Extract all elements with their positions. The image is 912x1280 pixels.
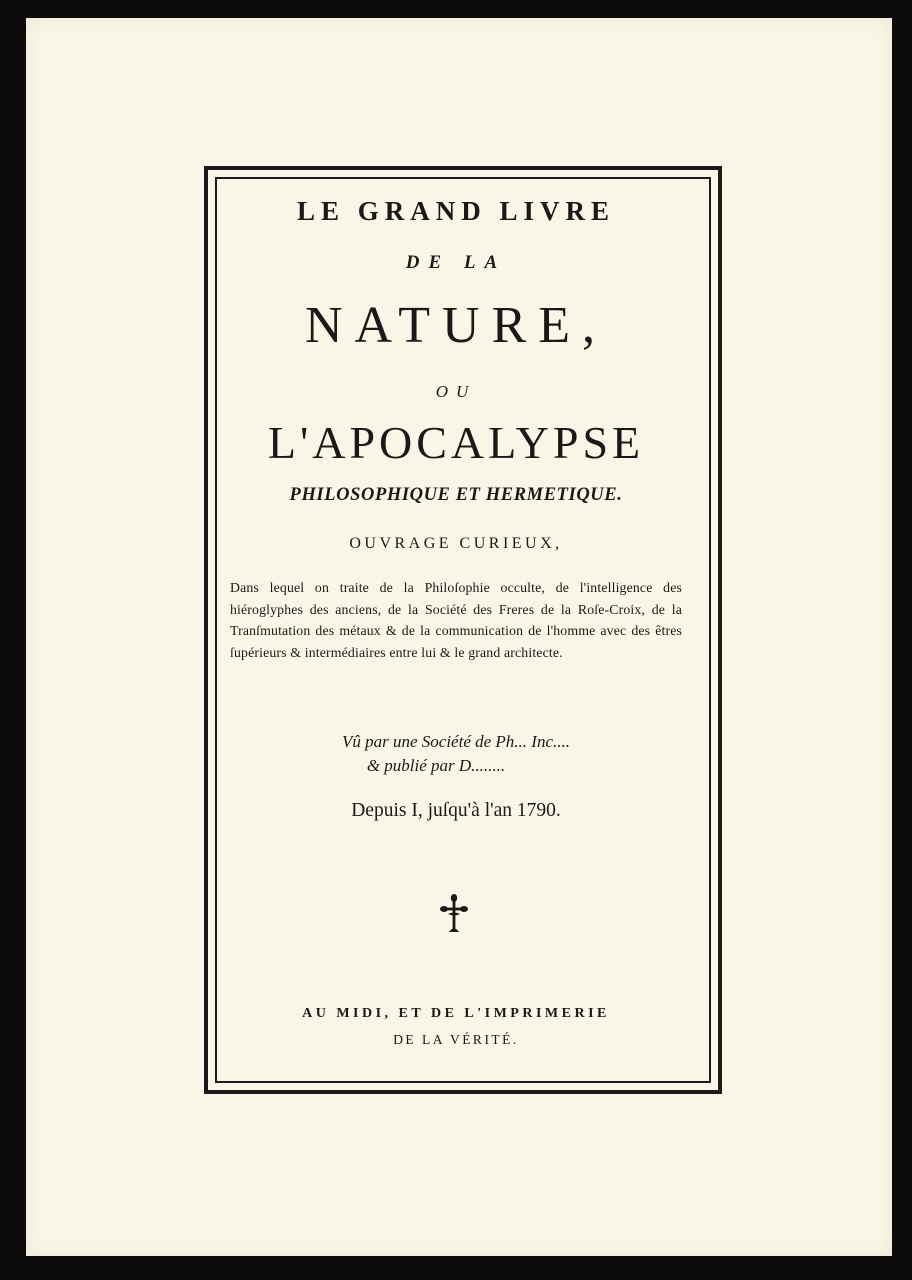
imprint-line-2: DE LA VÉRITÉ. bbox=[393, 1032, 519, 1047]
book-page bbox=[26, 18, 892, 1256]
outer-border bbox=[204, 166, 722, 1094]
approval-line-2: & publié par D........ bbox=[366, 756, 506, 775]
title-line-1: LE GRAND LIVRE bbox=[296, 196, 616, 226]
fleuron-cross-icon bbox=[440, 894, 468, 934]
ouvrage-line: OUVRAGE CURIEUX, bbox=[349, 535, 563, 552]
approval-line-1: Vû par une Société de Ph... Inc.... bbox=[341, 732, 570, 751]
title-line-ou: OU bbox=[435, 382, 477, 401]
subtitle: PHILOSOPHIQUE ET HERMETIQUE. bbox=[289, 485, 623, 505]
imprint-line-1: AU MIDI, ET DE L'IMPRIMERIE bbox=[302, 1006, 610, 1021]
title-apocalypse: L'APOCALYPSE bbox=[267, 417, 645, 468]
title-page-content bbox=[208, 170, 704, 1076]
dates-line: Depuis I, juſqu'à l'an 1790. bbox=[351, 800, 561, 821]
description-paragraph: Dans lequel on traite de la Philoſophie occulte, de l'intelligence des hiéroglyphes des anciens, de la Société des Freres de la Roſe-Croix, de la Tranſmutation des métaux & de la communication de l'homme avec des êtres ſupérieurs & intermédiaires entre lui & le grand architecte. bbox=[230, 580, 682, 660]
title-line-2: DE LA bbox=[405, 252, 507, 273]
title-main: NATURE, bbox=[304, 297, 608, 354]
